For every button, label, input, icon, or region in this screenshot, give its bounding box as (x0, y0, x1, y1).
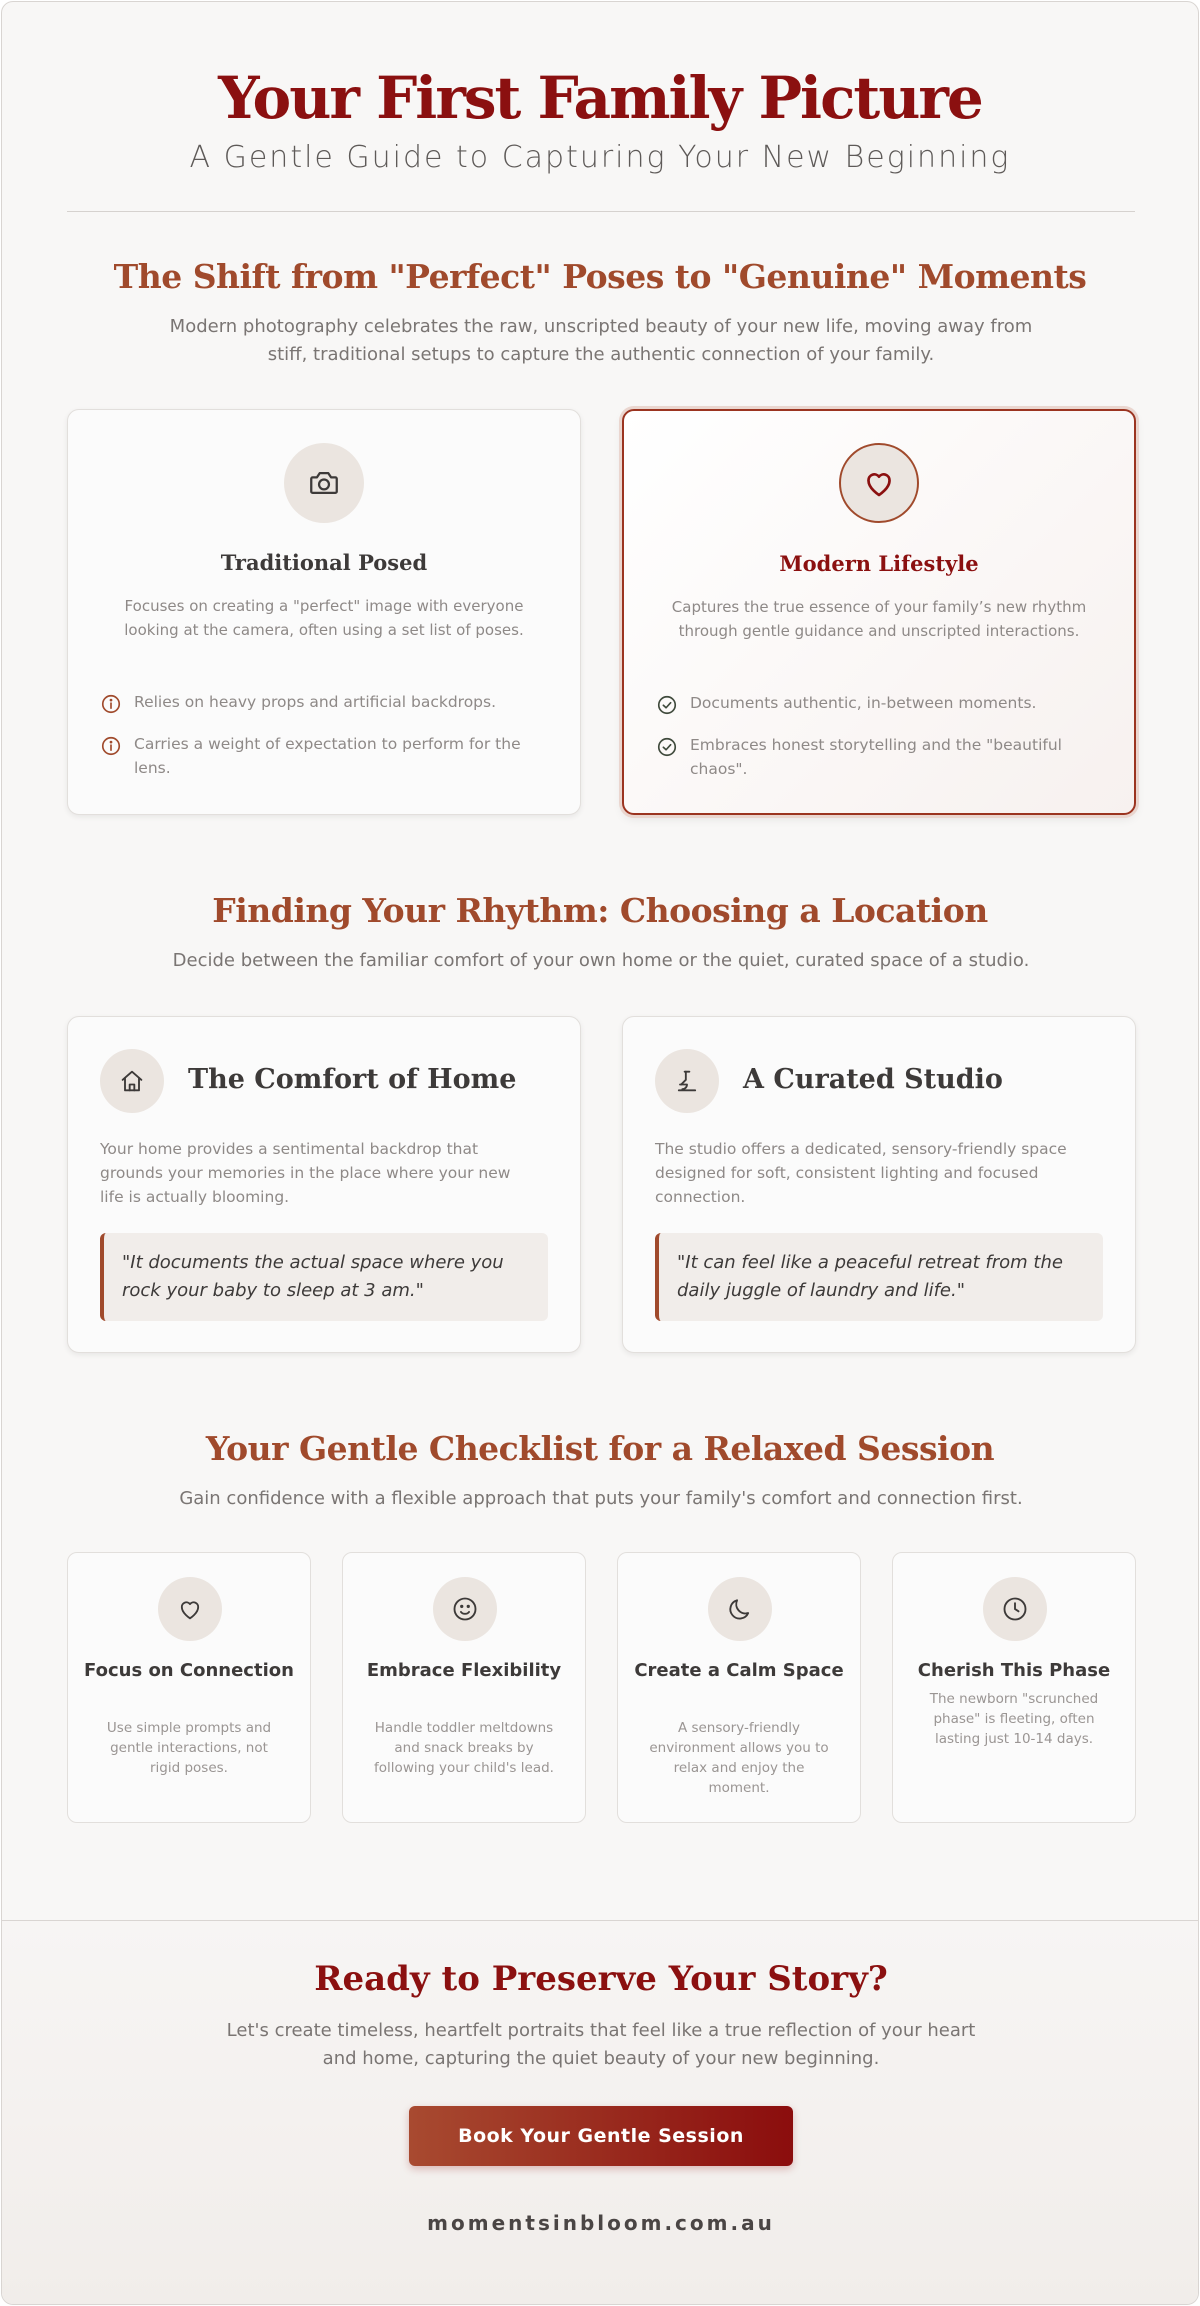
checklist-title: Create a Calm Space (634, 1660, 844, 1681)
list-item (656, 733, 1094, 781)
card-title: The Comfort of Home (188, 1064, 517, 1095)
moon-icon (708, 1577, 772, 1641)
header-divider (67, 211, 1135, 212)
checklist-card-flexibility (342, 1552, 586, 1823)
checklist-description: Use simple prompts and gentle interactions, not rigid poses. (106, 1720, 272, 1776)
card-title: A Curated Studio (743, 1064, 1003, 1095)
checklist-description: The newborn "scrunched phase" is fleeting, often lasting just 10-14 days. (929, 1691, 1099, 1747)
checklist-card-calm-space (617, 1552, 861, 1823)
bullet-text: Embraces honest storytelling and the "beautiful chaos". (690, 736, 1062, 778)
list-item (100, 690, 540, 715)
smile-icon (433, 1577, 497, 1641)
section-title-checklist: Your Gentle Checklist for a Relaxed Session (205, 1429, 995, 1468)
bullet-text: Documents authentic, in-between moments. (690, 694, 1037, 712)
home-location-card (67, 1016, 581, 1353)
check-circle-icon (656, 736, 678, 781)
page-subtitle: A Gentle Guide to Capturing Your New Beginning (189, 140, 1011, 175)
clock-icon (983, 1577, 1047, 1641)
heart-icon (158, 1577, 222, 1641)
lamp-icon (655, 1049, 719, 1113)
page-title: Your First Family Picture (218, 64, 982, 132)
section-title-shift: The Shift from "Perfect" Poses to "Genuine" Moments (113, 257, 1087, 296)
traditional-posed-card (67, 409, 581, 815)
camera-icon (284, 443, 364, 523)
page-header (2, 2, 1198, 175)
modern-lifestyle-card (622, 409, 1136, 815)
checklist-title: Cherish This Phase (917, 1660, 1111, 1681)
info-icon (100, 735, 122, 780)
cta-section (2, 1920, 1199, 2305)
quote: "It can feel like a peaceful retreat from the daily juggle of laundry and life." (655, 1233, 1103, 1321)
studio-location-card (622, 1016, 1136, 1353)
bullet-text: Relies on heavy props and artificial backdrops. (134, 693, 497, 711)
checklist-description: Handle toddler meltdowns and snack breaks by following your child's lead. (374, 1720, 554, 1776)
card-description: Focuses on creating a "perfect" image with everyone looking at the camera, often using a set list of poses. (124, 597, 524, 639)
check-circle-icon (656, 694, 678, 716)
section-subtitle-checklist: Gain confidence with a flexible approach that puts your family's comfort and connection first. (179, 1488, 1023, 1509)
checklist-description: A sensory-friendly environment allows you to relax and enjoy the moment. (649, 1720, 829, 1796)
checklist-title: Focus on Connection (84, 1660, 294, 1681)
section-subtitle-location: Decide between the familiar comfort of your own home or the quiet, curated space of a studio. (172, 950, 1030, 971)
checklist-card-connection (67, 1552, 311, 1823)
quote: "It documents the actual space where you rock your baby to sleep at 3 am." (100, 1233, 548, 1321)
checklist-card-cherish (892, 1552, 1136, 1823)
section-title-location: Finding Your Rhythm: Choosing a Location (212, 891, 988, 930)
cta-text: Let's create timeless, heartfelt portraits that feel like a true reflection of your heart and home, capturing the quiet beauty of your new beginning. (226, 2020, 976, 2069)
card-title: Modern Lifestyle (779, 551, 979, 576)
list-item (656, 691, 1094, 716)
home-icon (100, 1049, 164, 1113)
list-item (100, 732, 540, 780)
card-title: Traditional Posed (220, 550, 428, 575)
card-description: The studio offers a dedicated, sensory-friendly space designed for soft, consistent lighting and focused connection. (655, 1140, 1067, 1206)
card-description: Your home provides a sentimental backdrop that grounds your memories in the place where your new life is actually blooming. (100, 1140, 511, 1206)
website-link[interactable]: momentsinbloom.com.au (427, 2211, 775, 2235)
cta-title: Ready to Preserve Your Story? (314, 1959, 888, 1999)
section-subtitle-shift: Modern photography celebrates the raw, unscripted beauty of your new life, moving away from stiff, traditional setups to capture the authentic connection of your family. (169, 316, 1033, 365)
page (1, 1, 1199, 2305)
bullet-text: Carries a weight of expectation to perform for the lens. (134, 735, 521, 777)
checklist-title: Embrace Flexibility (366, 1660, 562, 1681)
heart-icon (839, 443, 919, 523)
book-session-button[interactable]: Book Your Gentle Session (409, 2106, 793, 2166)
info-icon (100, 693, 122, 715)
card-description: Captures the true essence of your family’s new rhythm through gentle guidance and unscripted interactions. (671, 598, 1087, 640)
